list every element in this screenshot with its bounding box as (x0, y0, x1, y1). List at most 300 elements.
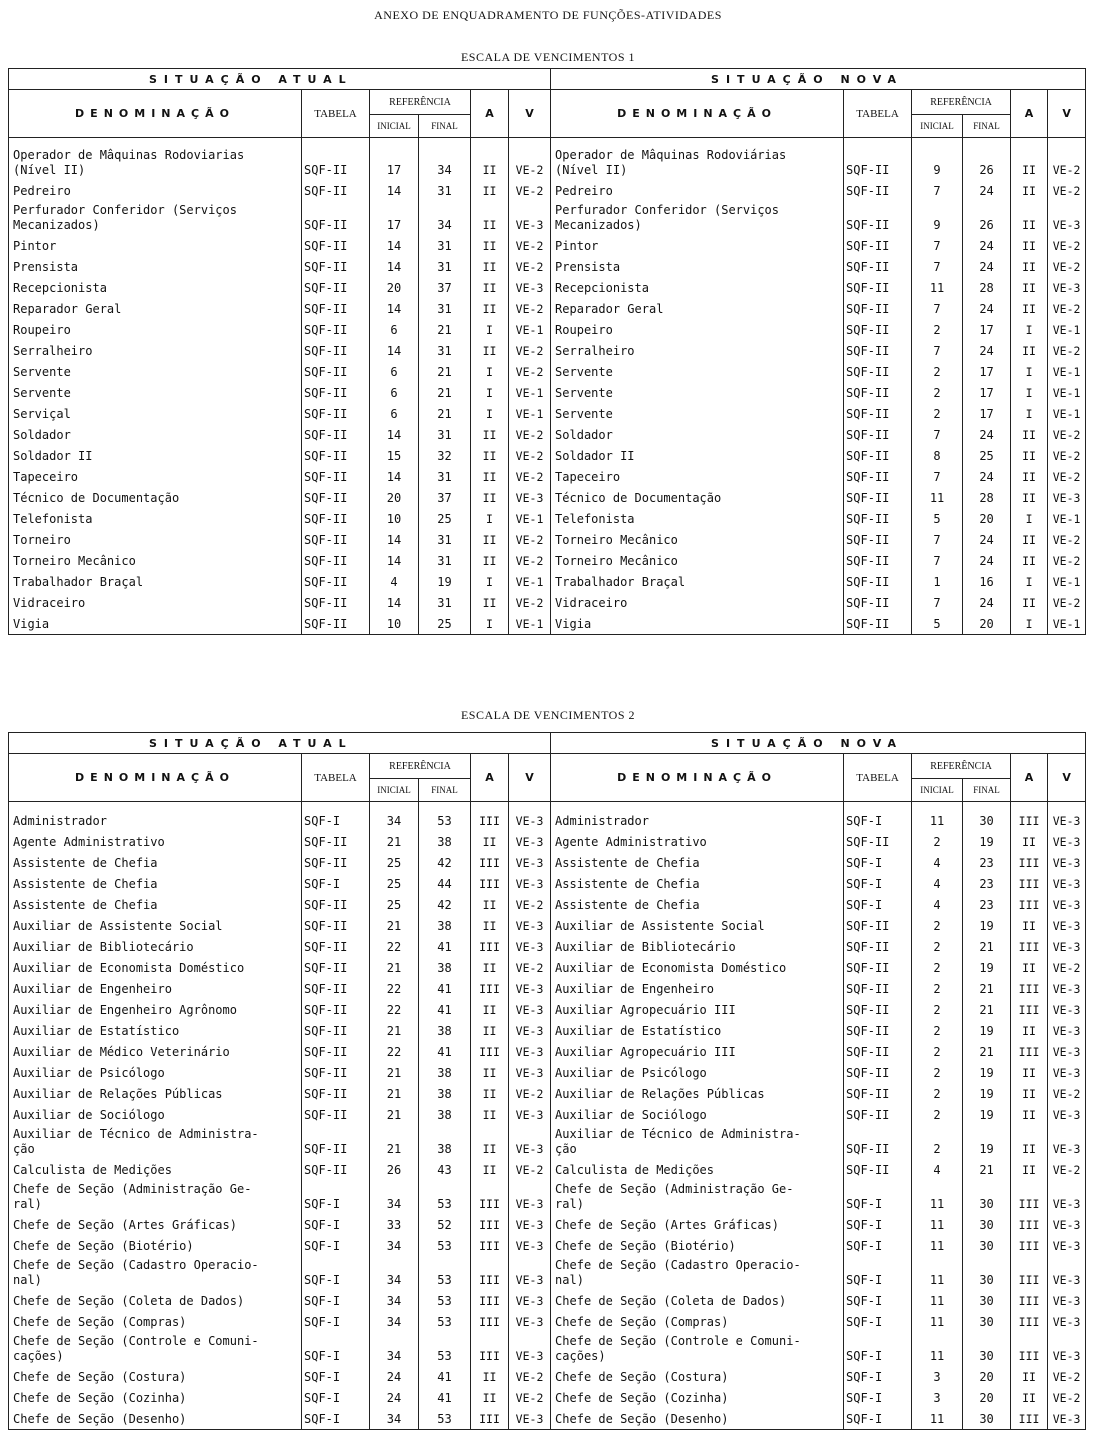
final-nova: 24 (963, 466, 1011, 487)
v-nova: VE-3 (1048, 1311, 1086, 1332)
denominacao-line: Telefonista (555, 512, 635, 526)
final-atual: 31 (419, 180, 471, 201)
final-nova: 30 (963, 1332, 1011, 1366)
final-atual: 31 (419, 256, 471, 277)
denominacao-atual (9, 487, 302, 508)
denominacao-line: ral) (13, 1197, 42, 1211)
denominacao-line: Prensista (13, 260, 79, 274)
denominacao-nova (551, 256, 844, 277)
denominacao-line: Vidraceiro (555, 596, 628, 610)
a-nova: II (1011, 957, 1048, 978)
inicial-atual: 20 (370, 487, 419, 508)
v-nova: VE-2 (1048, 550, 1086, 571)
v-atual: VE-3 (509, 1180, 551, 1214)
v-nova: VE-3 (1048, 999, 1086, 1020)
table-row (9, 936, 1086, 957)
final-atual: 53 (419, 1256, 471, 1290)
denominacao-line: Servente (555, 407, 613, 421)
tabela-nova: SQF-II (844, 529, 912, 550)
denominacao-nova (551, 1235, 844, 1256)
denominacao-line: Auxiliar de Sociólogo (555, 1108, 707, 1122)
a-nova: II (1011, 298, 1048, 319)
final-atual: 41 (419, 999, 471, 1020)
v-header-nova: V (1048, 90, 1086, 138)
denominacao-atual (9, 146, 302, 180)
a-atual: II (471, 1125, 509, 1159)
final-nova: 24 (963, 298, 1011, 319)
denominacao-line: Chefe de Seção (Controle e Comuni- (13, 1334, 259, 1348)
denominacao-line: Telefonista (13, 512, 93, 526)
denominacao-nova (551, 1159, 844, 1180)
denominacao-atual (9, 466, 302, 487)
final-atual: 31 (419, 424, 471, 445)
tabela-atual: SQF-II (302, 613, 370, 634)
denominacao-nova (551, 201, 844, 235)
final-atual: 41 (419, 936, 471, 957)
final-nova: 16 (963, 571, 1011, 592)
v-atual: VE-2 (509, 256, 551, 277)
table-row (9, 1290, 1086, 1311)
inicial-atual: 17 (370, 146, 419, 180)
salary-scale-table-2 (8, 732, 1086, 1430)
tabela-atual: SQF-I (302, 1366, 370, 1387)
a-atual: II (471, 487, 509, 508)
tabela-atual: SQF-II (302, 1159, 370, 1180)
denominacao-line: Agente Administrativo (13, 835, 165, 849)
denominacao-nova (551, 999, 844, 1020)
denominacao-header-nova: DENOMINAÇÃO (551, 90, 844, 138)
a-nova: III (1011, 1256, 1048, 1290)
table-row (9, 180, 1086, 201)
v-nova: VE-2 (1048, 146, 1086, 180)
table-row (9, 146, 1086, 180)
final-atual: 44 (419, 873, 471, 894)
table-row (9, 1020, 1086, 1041)
denominacao-line: Auxiliar de Engenheiro (13, 982, 172, 996)
inicial-atual: 14 (370, 180, 419, 201)
inicial-atual: 4 (370, 571, 419, 592)
v-atual: VE-2 (509, 1387, 551, 1408)
v-atual: VE-2 (509, 529, 551, 550)
inicial-atual: 34 (370, 1408, 419, 1429)
denominacao-line: Auxiliar de Engenheiro Agrônomo (13, 1003, 237, 1017)
tabela-atual: SQF-II (302, 487, 370, 508)
denominacao-atual (9, 1332, 302, 1366)
a-atual: II (471, 915, 509, 936)
v-nova: VE-2 (1048, 957, 1086, 978)
inicial-atual: 14 (370, 550, 419, 571)
a-atual: II (471, 180, 509, 201)
v-nova: VE-1 (1048, 319, 1086, 340)
denominacao-line: Soldador (13, 428, 71, 442)
tabela-atual: SQF-II (302, 277, 370, 298)
denominacao-line: Chefe de Seção (Biotério) (13, 1239, 194, 1253)
table-row (9, 957, 1086, 978)
inicial-atual: 14 (370, 235, 419, 256)
denominacao-atual (9, 403, 302, 424)
denominacao-line: Assistente de Chefia (555, 856, 700, 870)
denominacao-atual (9, 1083, 302, 1104)
v-nova: VE-2 (1048, 592, 1086, 613)
inicial-nova: 7 (912, 550, 963, 571)
denominacao-nova (551, 1180, 844, 1214)
denominacao-line: cações) (555, 1349, 606, 1363)
tabela-nova: SQF-II (844, 403, 912, 424)
denominacao-line: Auxiliar de Bibliotecário (13, 940, 194, 954)
final-atual: 25 (419, 613, 471, 634)
denominacao-atual (9, 1290, 302, 1311)
final-nova: 24 (963, 424, 1011, 445)
final-nova: 24 (963, 180, 1011, 201)
inicial-atual: 14 (370, 592, 419, 613)
denominacao-nova (551, 1256, 844, 1290)
v-atual: VE-1 (509, 508, 551, 529)
tabela-nova: SQF-II (844, 361, 912, 382)
v-nova: VE-3 (1048, 1214, 1086, 1235)
final-nova: 21 (963, 1159, 1011, 1180)
denominacao-line: Roupeiro (13, 323, 71, 337)
denominacao-atual (9, 831, 302, 852)
denominacao-line: Assistente de Chefia (13, 856, 158, 870)
inicial-nova: 7 (912, 298, 963, 319)
denominacao-atual (9, 256, 302, 277)
table-row (9, 201, 1086, 235)
denominacao-line: Reparador Geral (13, 302, 122, 316)
denominacao-line: Servente (555, 386, 613, 400)
denominacao-line: Auxiliar de Economista Doméstico (555, 961, 787, 975)
final-nova: 19 (963, 831, 1011, 852)
denominacao-line: Auxiliar de Estatístico (13, 1024, 180, 1038)
denominacao-line: Administrador (555, 814, 649, 828)
final-atual: 31 (419, 235, 471, 256)
a-atual: II (471, 529, 509, 550)
denominacao-nova (551, 277, 844, 298)
tabela-atual: SQF-I (302, 1387, 370, 1408)
inicial-nova: 11 (912, 1408, 963, 1429)
v-nova: VE-1 (1048, 382, 1086, 403)
a-nova: II (1011, 201, 1048, 235)
tabela-atual: SQF-I (302, 1408, 370, 1429)
tabela-atual: SQF-II (302, 403, 370, 424)
denominacao-nova (551, 894, 844, 915)
v-nova: VE-2 (1048, 256, 1086, 277)
inicial-nova: 3 (912, 1387, 963, 1408)
referencia-header-nova: REFERÊNCIA (912, 90, 1011, 115)
v-nova: VE-2 (1048, 466, 1086, 487)
a-nova: I (1011, 508, 1048, 529)
inicial-nova: 2 (912, 831, 963, 852)
final-atual: 38 (419, 915, 471, 936)
tabela-nova: SQF-II (844, 831, 912, 852)
inicial-nova: 3 (912, 1366, 963, 1387)
a-header-nova: A (1011, 90, 1048, 138)
tabela-nova: SQF-II (844, 1104, 912, 1125)
final-atual: 25 (419, 508, 471, 529)
inicial-atual: 34 (370, 1256, 419, 1290)
denominacao-nova (551, 1366, 844, 1387)
final-nova: 30 (963, 1290, 1011, 1311)
inicial-atual: 24 (370, 1387, 419, 1408)
denominacao-line: ção (13, 1142, 35, 1156)
denominacao-line: Chefe de Seção (Administração Ge- (13, 1182, 252, 1196)
inicial-nova: 11 (912, 277, 963, 298)
denominacao-nova (551, 550, 844, 571)
denominacao-line: (Nível II) (555, 163, 628, 177)
table-row (9, 915, 1086, 936)
inicial-atual: 10 (370, 613, 419, 634)
inicial-atual: 34 (370, 1311, 419, 1332)
a-nova: II (1011, 1125, 1048, 1159)
inicial-atual: 21 (370, 1062, 419, 1083)
inicial-nova: 2 (912, 978, 963, 999)
denominacao-line: Serviçal (13, 407, 71, 421)
inicial-atual: 21 (370, 957, 419, 978)
final-nova: 24 (963, 529, 1011, 550)
table-row (9, 466, 1086, 487)
tabela-nova: SQF-II (844, 936, 912, 957)
v-nova: VE-2 (1048, 1366, 1086, 1387)
final-atual: 38 (419, 1104, 471, 1125)
inicial-atual: 21 (370, 1104, 419, 1125)
final-atual: 31 (419, 298, 471, 319)
v-nova: VE-3 (1048, 873, 1086, 894)
referencia-header-nova: REFERÊNCIA (912, 754, 1011, 779)
tabela-atual: SQF-I (302, 1180, 370, 1214)
table-row (9, 1387, 1086, 1408)
v-nova: VE-3 (1048, 894, 1086, 915)
inicial-nova: 2 (912, 403, 963, 424)
v-atual: VE-2 (509, 1083, 551, 1104)
v-atual: VE-2 (509, 466, 551, 487)
final-nova: 30 (963, 810, 1011, 831)
final-atual: 31 (419, 340, 471, 361)
tabela-nova: SQF-II (844, 1083, 912, 1104)
inicial-atual: 25 (370, 852, 419, 873)
denominacao-line: Mecanizados) (13, 218, 100, 232)
a-nova: II (1011, 445, 1048, 466)
final-nova: 23 (963, 894, 1011, 915)
a-header-atual: A (471, 754, 509, 802)
denominacao-atual (9, 180, 302, 201)
a-nova: I (1011, 382, 1048, 403)
inicial-nova: 4 (912, 1159, 963, 1180)
denominacao-line: Chefe de Seção (Costura) (13, 1370, 187, 1384)
final-nova: 26 (963, 146, 1011, 180)
denominacao-line: Pedreiro (13, 184, 71, 198)
denominacao-line: Recepcionista (13, 281, 107, 295)
table-row (9, 256, 1086, 277)
table-row (9, 361, 1086, 382)
inicial-atual: 21 (370, 1083, 419, 1104)
a-atual: III (471, 978, 509, 999)
tabela-nova: SQF-I (844, 1387, 912, 1408)
tabela-nova: SQF-I (844, 810, 912, 831)
tabela-nova: SQF-I (844, 1256, 912, 1290)
a-nova: III (1011, 1235, 1048, 1256)
table-row (9, 508, 1086, 529)
v-atual: VE-1 (509, 319, 551, 340)
tabela-nova: SQF-II (844, 550, 912, 571)
v-nova: VE-2 (1048, 180, 1086, 201)
denominacao-atual (9, 894, 302, 915)
table-row (9, 1311, 1086, 1332)
final-atual: 38 (419, 831, 471, 852)
inicial-nova: 2 (912, 1104, 963, 1125)
a-nova: III (1011, 978, 1048, 999)
tabela-nova: SQF-II (844, 298, 912, 319)
denominacao-line: Auxiliar de Assistente Social (555, 919, 765, 933)
denominacao-line: Técnico de Documentação (13, 491, 180, 505)
denominacao-atual (9, 1214, 302, 1235)
final-nova: 23 (963, 873, 1011, 894)
inicial-atual: 6 (370, 403, 419, 424)
v-atual: VE-3 (509, 1062, 551, 1083)
denominacao-atual (9, 999, 302, 1020)
denominacao-line: Pintor (13, 239, 57, 253)
v-atual: VE-3 (509, 487, 551, 508)
a-atual: II (471, 424, 509, 445)
final-atual: 31 (419, 466, 471, 487)
a-atual: III (471, 873, 509, 894)
final-atual: 21 (419, 382, 471, 403)
inicial-atual: 14 (370, 256, 419, 277)
denominacao-line: Soldador II (555, 449, 635, 463)
a-nova: III (1011, 1290, 1048, 1311)
denominacao-line: Chefe de Seção (Desenho) (555, 1411, 729, 1426)
v-atual: VE-3 (509, 201, 551, 235)
tabela-atual: SQF-II (302, 298, 370, 319)
v-atual: VE-1 (509, 382, 551, 403)
denominacao-line: Calculista de Medições (13, 1163, 172, 1177)
tabela-nova: SQF-II (844, 382, 912, 403)
tabela-atual: SQF-II (302, 894, 370, 915)
denominacao-line: Torneiro Mecânico (13, 554, 136, 568)
final-nova: 17 (963, 319, 1011, 340)
tabela-nova: SQF-II (844, 180, 912, 201)
a-nova: II (1011, 1104, 1048, 1125)
denominacao-line: Calculista de Medições (555, 1163, 714, 1177)
inicial-nova: 7 (912, 466, 963, 487)
tabela-nova: SQF-I (844, 894, 912, 915)
scale-title-2: ESCALA DE VENCIMENTOS 2 (460, 708, 636, 722)
a-nova: III (1011, 936, 1048, 957)
tabela-nova: SQF-II (844, 201, 912, 235)
denominacao-atual (9, 810, 302, 831)
denominacao-nova (551, 529, 844, 550)
denominacao-nova (551, 403, 844, 424)
denominacao-nova (551, 445, 844, 466)
final-atual: 37 (419, 487, 471, 508)
v-atual: VE-2 (509, 445, 551, 466)
denominacao-line: Pintor (555, 239, 599, 253)
denominacao-atual (9, 235, 302, 256)
denominacao-nova (551, 1041, 844, 1062)
v-nova: VE-3 (1048, 936, 1086, 957)
tabela-atual: SQF-II (302, 319, 370, 340)
denominacao-atual (9, 571, 302, 592)
tabela-atual: SQF-II (302, 915, 370, 936)
referencia-header-atual: REFERÊNCIA (370, 754, 471, 779)
tabela-nova: SQF-II (844, 613, 912, 634)
denominacao-atual (9, 1159, 302, 1180)
denominacao-atual (9, 592, 302, 613)
table-row (9, 1214, 1086, 1235)
denominacao-line: Agente Administrativo (555, 835, 707, 849)
tabela-nova: SQF-II (844, 146, 912, 180)
tabela-nova: SQF-I (844, 1332, 912, 1366)
tabela-atual: SQF-II (302, 1020, 370, 1041)
denominacao-line: Trabalhador Braçal (555, 575, 686, 589)
denominacao-atual (9, 1408, 302, 1429)
v-atual: VE-3 (509, 810, 551, 831)
inicial-nova: 2 (912, 957, 963, 978)
denominacao-nova (551, 424, 844, 445)
inicial-nova: 7 (912, 592, 963, 613)
a-atual: II (471, 1062, 509, 1083)
denominacao-line: Auxiliar de Bibliotecário (555, 940, 736, 954)
denominacao-atual (9, 1387, 302, 1408)
tabela-nova: SQF-II (844, 1159, 912, 1180)
a-nova: II (1011, 1366, 1048, 1387)
denominacao-atual (9, 277, 302, 298)
v-atual: VE-2 (509, 340, 551, 361)
inicial-nova: 11 (912, 1235, 963, 1256)
table-row (9, 1332, 1086, 1366)
denominacao-line: Tapeceiro (13, 470, 79, 484)
a-atual: III (471, 810, 509, 831)
denominacao-line: Assistente de Chefia (13, 898, 158, 912)
v-nova: VE-3 (1048, 1020, 1086, 1041)
inicial-nova: 2 (912, 361, 963, 382)
v-atual: VE-1 (509, 571, 551, 592)
denominacao-line: Auxiliar de Técnico de Administra- (555, 1127, 801, 1141)
final-atual: 41 (419, 1387, 471, 1408)
final-nova: 17 (963, 382, 1011, 403)
denominacao-line: Chefe de Seção (Compras) (555, 1315, 729, 1329)
tabela-nova: SQF-II (844, 235, 912, 256)
final-nova: 19 (963, 1062, 1011, 1083)
v-nova: VE-2 (1048, 1159, 1086, 1180)
v-nova: VE-2 (1048, 340, 1086, 361)
v-nova: VE-3 (1048, 852, 1086, 873)
final-nova: 20 (963, 508, 1011, 529)
denominacao-line: Auxiliar de Relações Públicas (13, 1087, 223, 1101)
tabela-atual: SQF-II (302, 852, 370, 873)
v-nova: VE-2 (1048, 298, 1086, 319)
table-row (9, 571, 1086, 592)
tabela-atual: SQF-II (302, 978, 370, 999)
inicial-atual: 6 (370, 382, 419, 403)
tabela-nova: SQF-II (844, 256, 912, 277)
v-atual: VE-2 (509, 592, 551, 613)
a-nova: III (1011, 1180, 1048, 1214)
tabela-atual: SQF-I (302, 873, 370, 894)
a-nova: I (1011, 613, 1048, 634)
inicial-atual: 17 (370, 201, 419, 235)
tabela-header-atual: TABELA (302, 754, 370, 802)
inicial-atual: 20 (370, 277, 419, 298)
denominacao-atual (9, 550, 302, 571)
inicial-atual: 22 (370, 936, 419, 957)
denominacao-nova (551, 146, 844, 180)
denominacao-line: Operador de Mâquinas Rodoviarias (13, 148, 245, 162)
a-nova: III (1011, 894, 1048, 915)
v-atual: VE-3 (509, 277, 551, 298)
situacao-atual-header: SITUAÇÃO ATUAL (9, 733, 551, 754)
v-atual: VE-3 (509, 978, 551, 999)
inicial-nova: 11 (912, 1332, 963, 1366)
denominacao-line: Chefe de Seção (Compras) (13, 1315, 187, 1329)
